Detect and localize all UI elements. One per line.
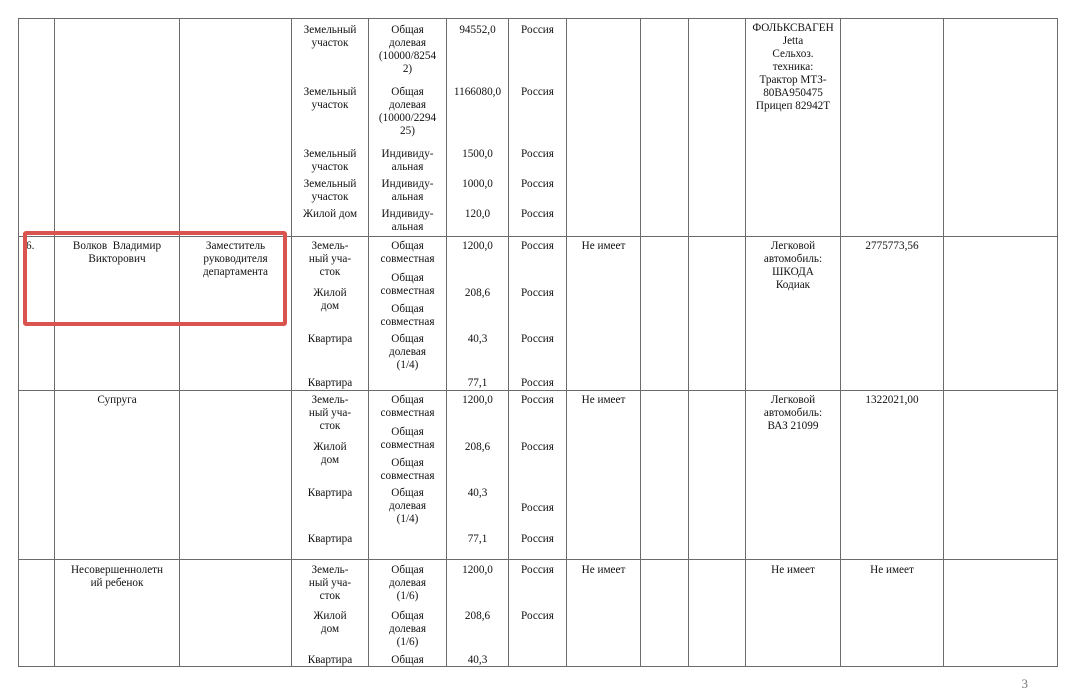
use-property: Не имеет — [581, 564, 626, 576]
property-type: Жилой дом — [313, 610, 347, 635]
property-ownership: Индивиду- альная — [381, 178, 434, 203]
property-ownership: Общая совместная — [380, 394, 435, 419]
property-type: Жилой дом — [313, 287, 347, 312]
property-country: Россия — [521, 610, 554, 622]
property-ownership: Индивиду- альная — [381, 208, 434, 233]
use-property: Не имеет — [581, 394, 626, 406]
property-area: 120,0 — [464, 208, 491, 220]
property-country: Россия — [521, 533, 554, 545]
property-country: Россия — [521, 333, 554, 345]
property-type: Квартира — [307, 377, 353, 389]
property-country: Россия — [521, 441, 554, 453]
property-type: Земель- ный уча- сток — [308, 564, 352, 602]
vehicles: Легковой автомобиль: ШКОДА Кодиак — [763, 240, 823, 291]
property-area: 208,6 — [464, 441, 491, 453]
property-area: 77,1 — [467, 533, 488, 545]
property-type: Земельный участок — [303, 178, 357, 203]
property-ownership: Общая — [391, 654, 424, 666]
property-country: Россия — [521, 564, 554, 576]
income: 1322021,00 — [865, 394, 919, 406]
property-type: Земельный участок — [303, 86, 357, 111]
property-area: 1200,0 — [462, 240, 493, 252]
property-country: Россия — [521, 178, 554, 190]
property-ownership: Общая долевая (1/4) — [389, 487, 426, 525]
property-country: Россия — [521, 502, 554, 514]
property-ownership: Общая совместная — [380, 272, 435, 297]
property-area: 40,3 — [467, 654, 488, 666]
vehicles: Легковой автомобиль: ВАЗ 21099 — [763, 394, 823, 432]
property-ownership: Общая долевая (1/6) — [389, 564, 426, 602]
selection-highlight — [23, 231, 287, 326]
property-area: 1166080,0 — [453, 86, 502, 98]
property-country: Россия — [521, 86, 554, 98]
property-area: 208,6 — [464, 610, 491, 622]
row-divider — [18, 559, 1058, 560]
property-country: Россия — [521, 208, 554, 220]
income: 2775773,56 — [865, 240, 919, 252]
property-type: Земель- ный уча- сток — [308, 240, 352, 278]
property-type: Жилой дом — [313, 441, 347, 466]
property-ownership: Общая совместная — [380, 240, 435, 265]
property-ownership: Общая долевая (1/4) — [389, 333, 426, 371]
property-area: 77,1 — [467, 377, 488, 389]
property-ownership: Общая совместная — [380, 303, 435, 328]
property-country: Россия — [521, 287, 554, 299]
property-country: Россия — [521, 24, 554, 36]
property-area: 40,3 — [467, 333, 488, 345]
property-country: Россия — [521, 148, 554, 160]
column-divider — [943, 18, 944, 667]
row-number: 6. — [26, 240, 35, 252]
property-type: Земельный участок — [303, 24, 357, 49]
property-type: Земель- ный уча- сток — [308, 394, 352, 432]
column-divider — [640, 18, 641, 667]
property-type: Квартира — [307, 533, 353, 545]
property-type: Квартира — [307, 333, 353, 345]
row-divider — [18, 390, 1058, 391]
table-bottom-border — [18, 666, 1058, 667]
property-area: 1200,0 — [462, 564, 493, 576]
table-top-border — [18, 18, 1058, 19]
property-country: Россия — [521, 394, 554, 406]
property-country: Россия — [521, 377, 554, 389]
property-area: 208,6 — [464, 287, 491, 299]
property-ownership: Общая долевая (10000/2294 25) — [378, 86, 437, 137]
property-ownership: Общая совместная — [380, 457, 435, 482]
property-type: Квартира — [307, 487, 353, 499]
property-area: 1000,0 — [462, 178, 493, 190]
property-ownership: Общая долевая (10000/8254 2) — [378, 24, 437, 75]
property-type: Жилой дом — [302, 208, 358, 220]
relative-label: Несовершеннолетн ий ребенок — [70, 564, 164, 589]
use-property: Не имеет — [581, 240, 626, 252]
table-border — [1057, 18, 1058, 667]
property-area: 1500,0 — [462, 148, 493, 160]
property-type: Земельный участок — [303, 148, 357, 173]
property-ownership: Индивиду- альная — [381, 148, 434, 173]
column-divider — [179, 18, 180, 667]
column-divider — [688, 18, 689, 667]
property-area: 94552,0 — [459, 24, 496, 36]
property-area: 40,3 — [467, 487, 488, 499]
page-number: 3 — [1021, 676, 1028, 691]
person-position: Заместитель руководителя департамента — [202, 240, 269, 278]
vehicles: Не имеет — [771, 564, 815, 576]
property-ownership: Общая долевая (1/6) — [389, 610, 426, 648]
table-border — [18, 18, 19, 667]
property-type: Квартира — [307, 654, 353, 666]
property-country: Россия — [521, 240, 554, 252]
person-name: Волков Владимир Викторович — [72, 240, 162, 265]
property-area: 1200,0 — [462, 394, 493, 406]
relative-label: Супруга — [97, 394, 137, 406]
income: Не имеет — [870, 564, 914, 576]
vehicles: ФОЛЬКСВАГЕН Jetta Сельхоз. техника: Трактор МТЗ- 80ВА950475 Прицеп 82942Т — [752, 22, 834, 112]
property-ownership: Общая совместная — [380, 426, 435, 451]
